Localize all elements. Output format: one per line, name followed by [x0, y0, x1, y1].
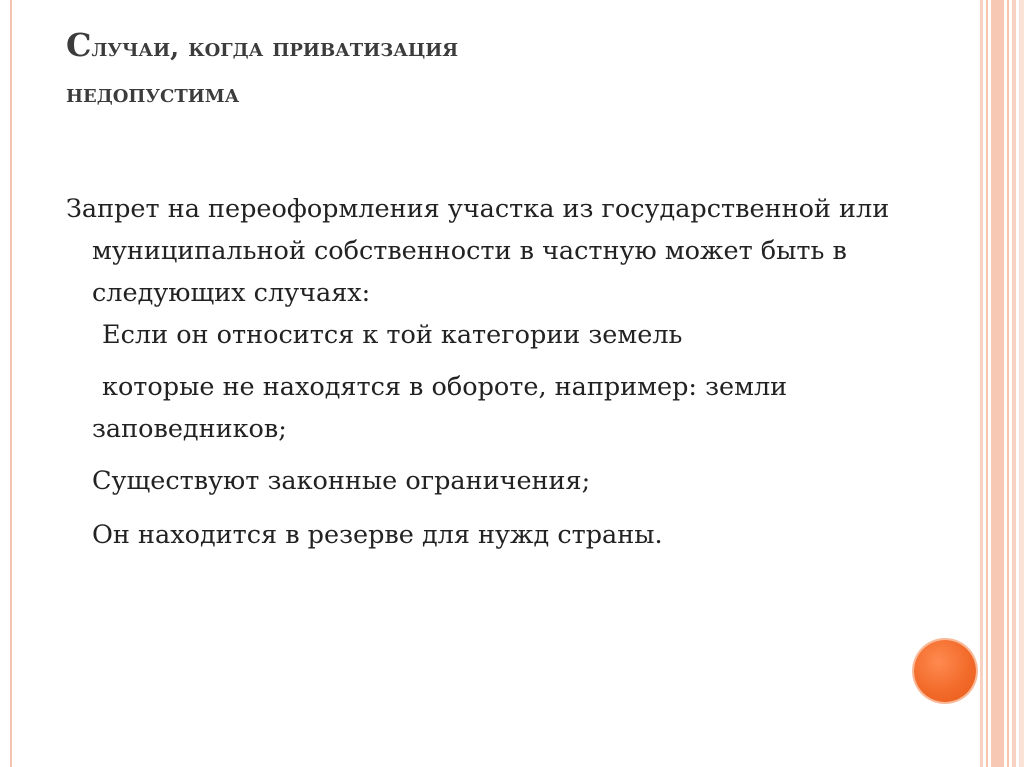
title-initial-cap: С	[66, 26, 92, 64]
right-stripes-decoration	[980, 0, 1024, 767]
stripe	[991, 0, 1004, 767]
stripe	[1007, 0, 1009, 767]
stripe	[986, 0, 988, 767]
paragraph-case-3: Он находится в резерве для нужд страны.	[92, 520, 663, 550]
paragraph-case-1: Если он относится к той категории земель	[102, 320, 683, 350]
title-line-2: недопустима	[66, 79, 240, 109]
paragraph-case-1-continued: которые не находятся в обороте, например: земли заповедников;	[92, 372, 788, 444]
left-border-decoration	[0, 0, 12, 767]
title-line-1	[66, 22, 946, 71]
slide-body	[66, 188, 926, 556]
stripe	[980, 0, 983, 767]
stripe	[1019, 0, 1024, 767]
stripe	[1012, 0, 1016, 767]
slide-title	[66, 22, 946, 117]
orange-circle-decoration	[914, 640, 976, 702]
title-line-1-text: лучаи, когда приватизация	[91, 33, 459, 63]
paragraph-case-2: Существуют законные ограничения;	[92, 466, 591, 496]
paragraph-intro: Запрет на переоформления участка из государственной или муниципальной собственности в частную может быть в следующих случаях:	[66, 194, 890, 308]
